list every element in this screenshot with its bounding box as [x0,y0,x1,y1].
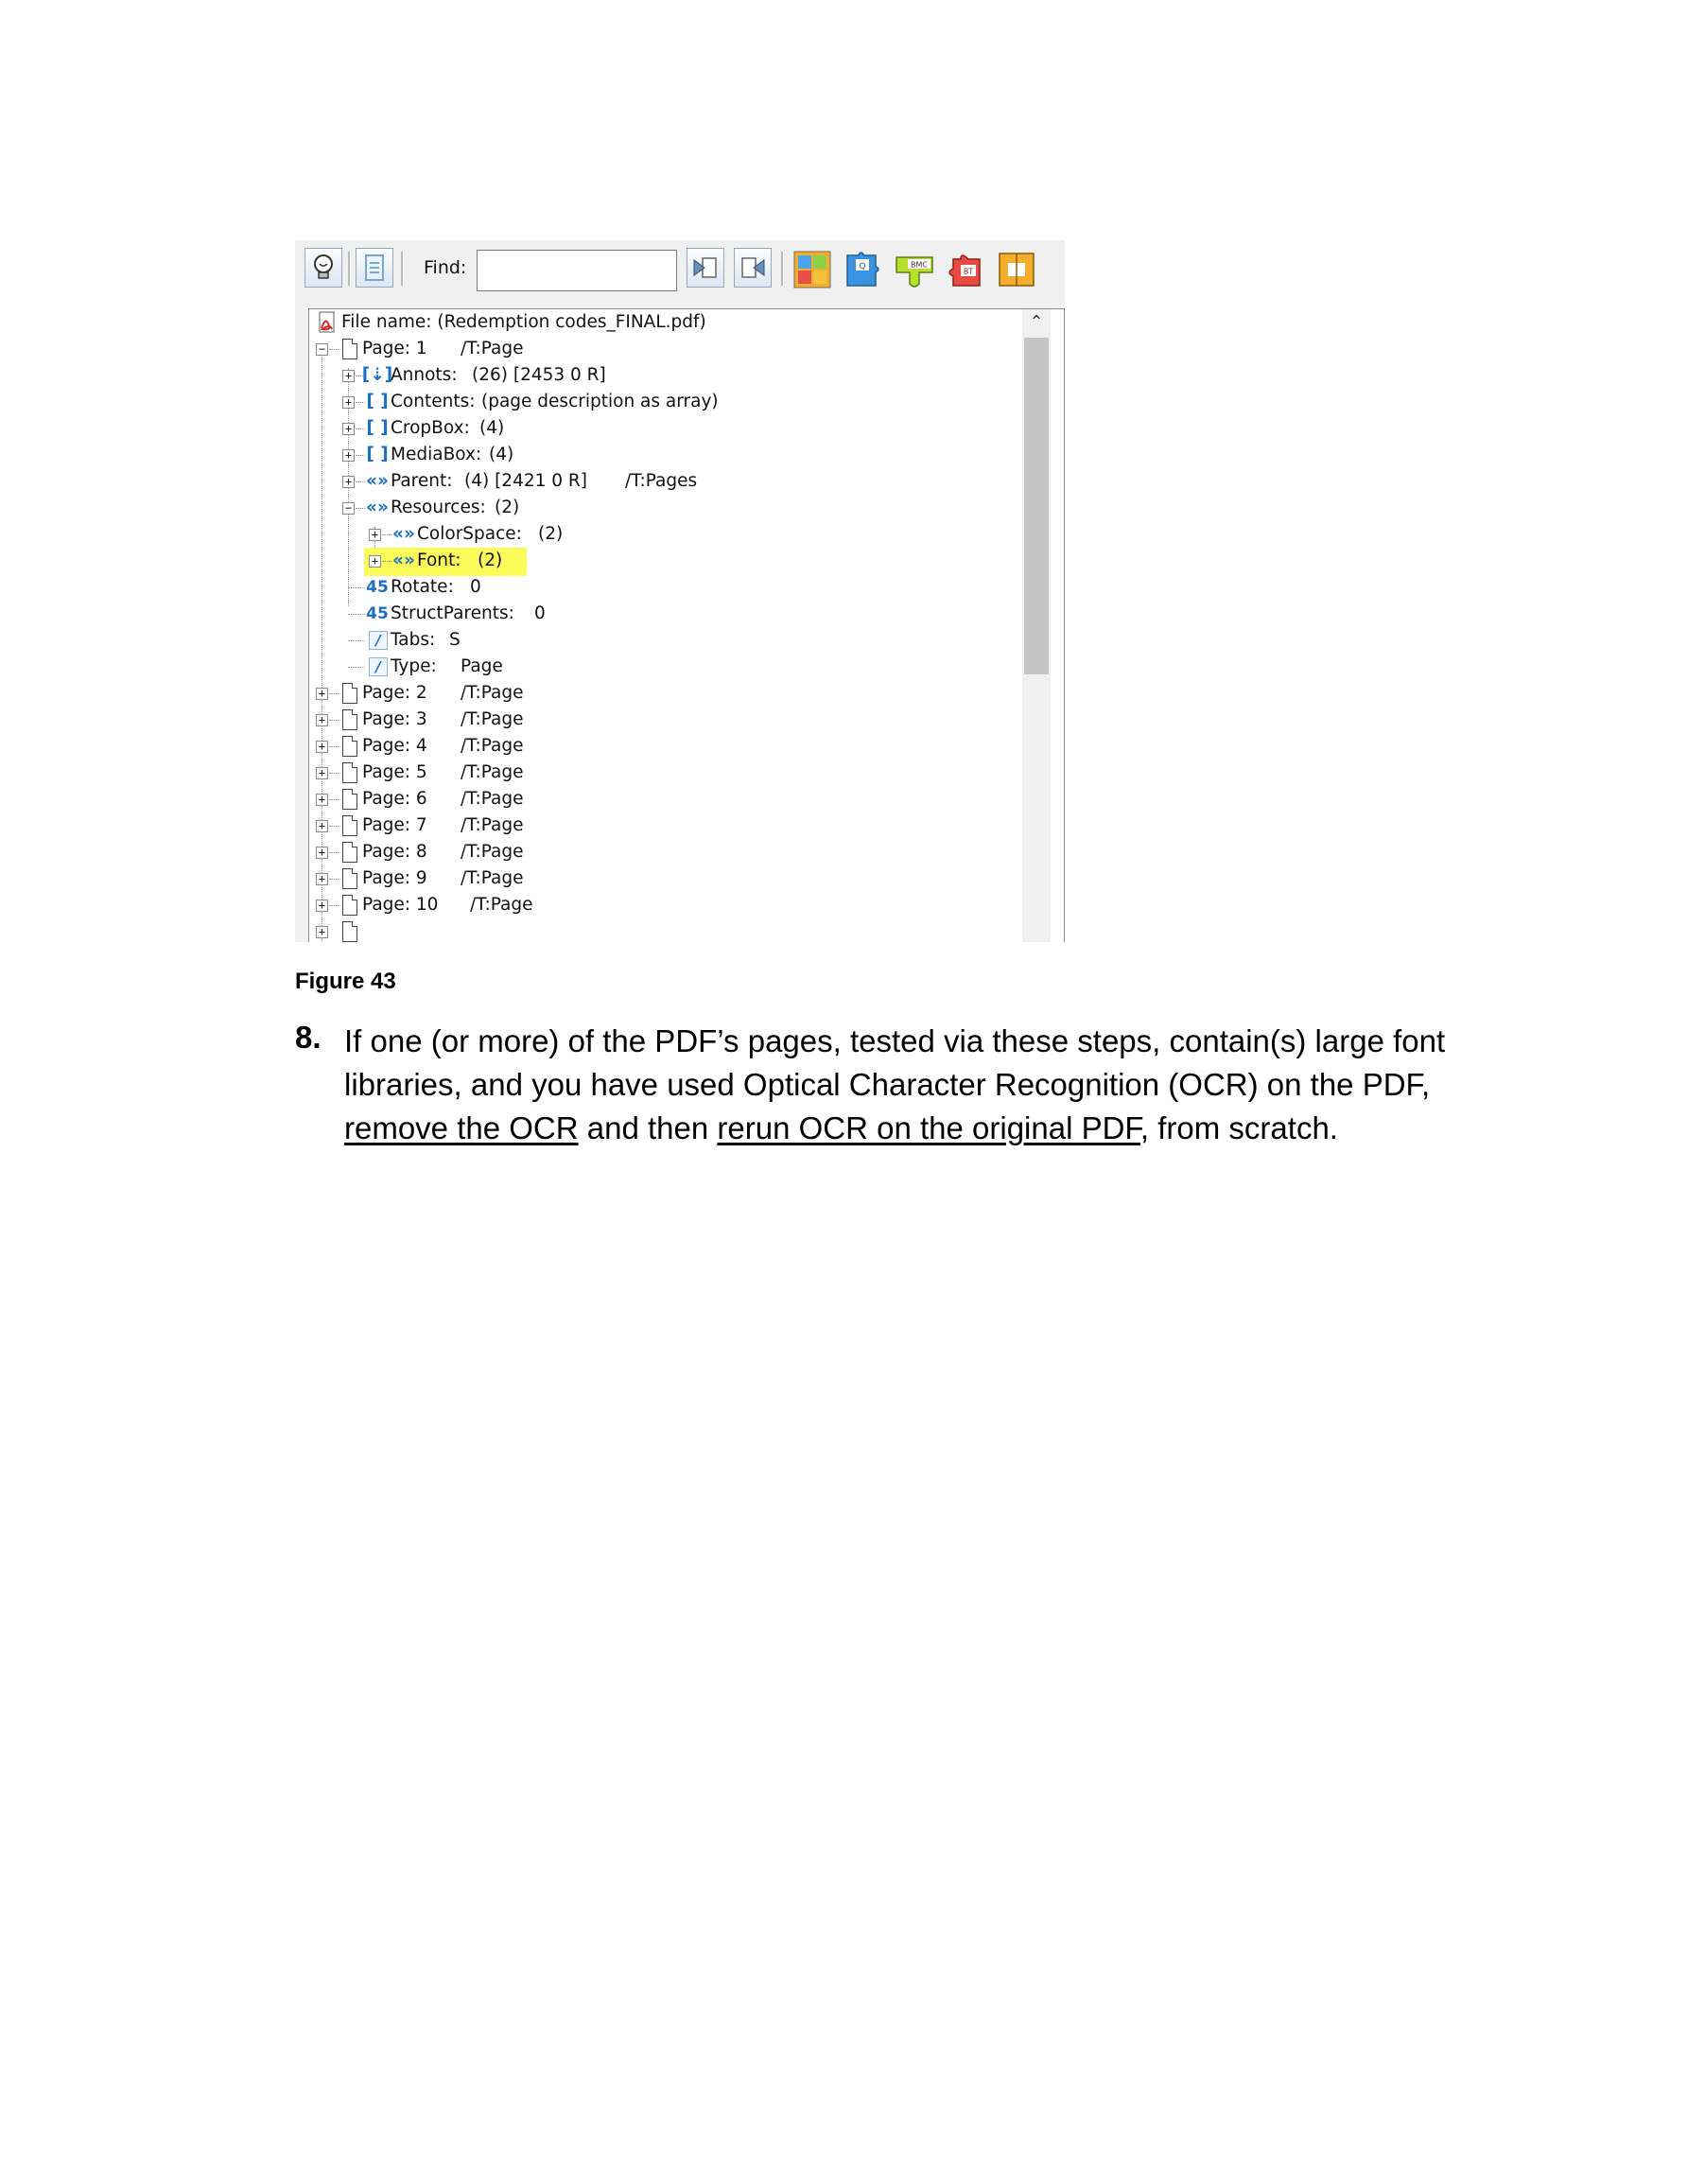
structparents-value: 0 [534,603,546,623]
tree-row-page-8[interactable] [309,839,687,865]
font-key: Font: [417,550,461,570]
scroll-up-icon[interactable]: ⌃ [1029,312,1044,332]
pdf-structure-screenshot [295,240,1065,942]
font-value: (2) [478,550,503,570]
annots-value: (26) [2453 0 R] [472,365,606,385]
page-icon [342,683,357,704]
expand-icon[interactable]: + [316,767,328,779]
expand-icon[interactable]: + [316,741,328,753]
split-puzzle-icon[interactable] [997,248,1036,289]
page-type: /T:Page [461,815,524,835]
tree-row-file-name[interactable] [317,309,706,336]
parent-key: Parent: [391,471,453,491]
page-1-label: Page: 1 [362,339,427,358]
tree-row-annots[interactable] [309,362,687,389]
tree-row-parent[interactable] [309,468,744,495]
rotate-value: 0 [470,577,481,597]
parent-value: (4) [2421 0 R] [464,471,587,491]
tree-row-page-9[interactable] [309,865,687,892]
page-icon [342,815,357,836]
step-number: 8. [295,1020,322,1055]
tabs-key: Tabs: [391,630,436,650]
info-button[interactable] [304,248,342,288]
name-icon: / [369,631,388,650]
find-next-button[interactable] [734,248,772,288]
expand-icon[interactable]: + [342,476,355,488]
tree-row-contents[interactable] [309,389,744,415]
mediabox-key: MediaBox: [391,445,482,464]
tree-row-font[interactable] [309,548,687,574]
tree-row-mediabox[interactable] [309,442,687,468]
toolbar [295,240,1065,301]
tree-row-page-7[interactable] [309,812,687,839]
tree-row-page-3[interactable] [309,707,687,733]
expand-icon[interactable]: + [316,873,328,885]
annots-key: Annots: [391,365,458,385]
tree-row-structparents[interactable] [309,601,687,627]
bmc-label: BMC [911,260,928,270]
step-paragraph [344,1020,1536,1150]
page-icon [342,868,357,889]
collapse-icon[interactable]: − [316,343,328,356]
tree-row-rotate[interactable] [309,574,687,601]
page-type: /T:Page [461,789,524,809]
bt-label: BT [963,267,974,276]
expand-icon: + [316,926,328,938]
pdf-file-icon [318,311,337,334]
page-label: Page: 6 [362,789,427,809]
expand-icon[interactable]: + [342,370,355,382]
page-type: /T:Page [470,895,533,915]
array-icon: [ ] [366,392,389,411]
expand-icon[interactable]: + [316,900,328,912]
tree-row-page-1[interactable] [309,336,687,362]
tree-row-resources[interactable] [309,495,687,521]
mediabox-value: (4) [489,445,514,464]
page-icon [342,895,357,916]
expand-icon[interactable]: + [316,847,328,859]
page-icon [342,339,357,359]
page-label: Page: 8 [362,842,427,862]
query-puzzle-icon[interactable] [844,248,883,289]
structparents-key: StructParents: [391,603,514,623]
tree-row-page-2[interactable] [309,680,687,707]
rerun-ocr-link[interactable]: rerun OCR on the original PDF [717,1110,1140,1145]
bt-puzzle-icon[interactable] [946,248,985,289]
contents-key: Contents: [391,392,476,411]
expand-icon[interactable]: + [369,529,381,541]
page-1-type: /T:Page [461,339,524,358]
tree-row-page-6[interactable] [309,786,687,812]
tree-row-colorspace[interactable] [309,521,687,548]
find-input[interactable] [477,250,677,291]
page-icon [342,709,357,730]
collapse-icon[interactable]: − [342,502,355,515]
vertical-scrollbar[interactable] [1022,309,1051,942]
type-key: Type: [391,656,437,676]
tree-row-partial [309,918,687,942]
expand-icon[interactable]: + [369,555,381,568]
find-label: Find: [424,257,467,278]
page-type: /T:Page [461,736,524,756]
document-icon [362,253,387,282]
tree-row-type[interactable] [309,654,687,680]
page-icon [342,736,357,757]
find-next-icon [739,254,767,281]
expand-icon[interactable]: + [316,820,328,832]
expand-icon[interactable]: + [316,794,328,806]
cropbox-value: (4) [479,418,505,438]
page-label: Page: 3 [362,709,427,729]
page-type: /T:Page [461,683,524,703]
colorspace-value: (2) [538,524,564,544]
page-type: /T:Page [461,762,524,782]
type-value: Page [461,656,503,676]
page-label: Page: 9 [362,868,427,888]
tabs-value: S [449,630,461,650]
expand-icon[interactable]: + [342,449,355,462]
page-label: Page: 2 [362,683,427,703]
page-type: /T:Page [461,709,524,729]
name-icon: / [369,657,388,676]
array-link-icon: [⇣] [361,365,393,385]
page-label: Page: 4 [362,736,427,756]
resources-value: (2) [495,498,520,517]
figure-caption: Figure 43 [295,969,396,994]
page-type: /T:Page [461,868,524,888]
lightbulb-icon [310,253,337,283]
bmc-puzzle-icon[interactable] [895,248,934,289]
find-previous-button[interactable] [687,248,724,288]
rotate-key: Rotate: [391,577,454,597]
expand-icon[interactable]: + [342,396,355,409]
tree-row-page-4[interactable] [309,733,687,760]
page-label: Page: 5 [362,762,427,782]
step-text-1: If one (or more) of the PDF’s pages, tested via these steps, contain(s) large font libraries, and you have used Optical Character Recognition (OCR) on the PDF, [344,1023,1446,1102]
page-icon [342,789,357,810]
page-label: Page: 10 [362,895,439,915]
expand-icon[interactable]: + [316,714,328,726]
tree-row-tabs[interactable] [309,627,687,654]
contents-value: (page description as array) [481,392,719,411]
page-icon [342,762,357,783]
parent-type: /T:Pages [625,471,698,491]
number-icon: 45 [366,604,389,623]
dictionary-icon: «» [392,524,415,544]
document-view-button[interactable] [356,248,393,288]
tree-row-cropbox[interactable] [309,415,687,442]
expand-icon[interactable]: + [316,688,328,700]
number-icon: 45 [366,578,389,597]
step-text-2: and then [578,1110,718,1145]
page-icon [342,842,357,863]
remove-ocr-link[interactable]: remove the OCR [344,1110,579,1145]
file-name-label: File name: (Redemption codes_FINAL.pdf) [341,312,706,332]
expand-icon[interactable]: + [342,423,355,435]
step-text-3: , from scratch. [1139,1110,1338,1145]
colorspace-key: ColorSpace: [417,524,522,544]
array-icon: [ ] [366,418,389,438]
structure-tree[interactable] [308,308,1065,942]
dictionary-link-icon: «» [366,471,389,491]
page-icon [342,921,357,942]
tree-row-page-5[interactable] [309,760,687,786]
structure-puzzle-icon[interactable] [792,248,832,289]
scroll-thumb[interactable] [1024,338,1049,674]
cropbox-key: CropBox: [391,418,470,438]
page-label: Page: 7 [362,815,427,835]
dictionary-icon: «» [392,550,415,570]
resources-key: Resources: [391,498,486,517]
page-type: /T:Page [461,842,524,862]
query-label: Q [859,262,866,271]
array-icon: [ ] [366,445,389,464]
find-previous-icon [691,254,720,281]
tree-row-page-10[interactable] [309,892,687,918]
dictionary-icon: «» [366,498,389,517]
